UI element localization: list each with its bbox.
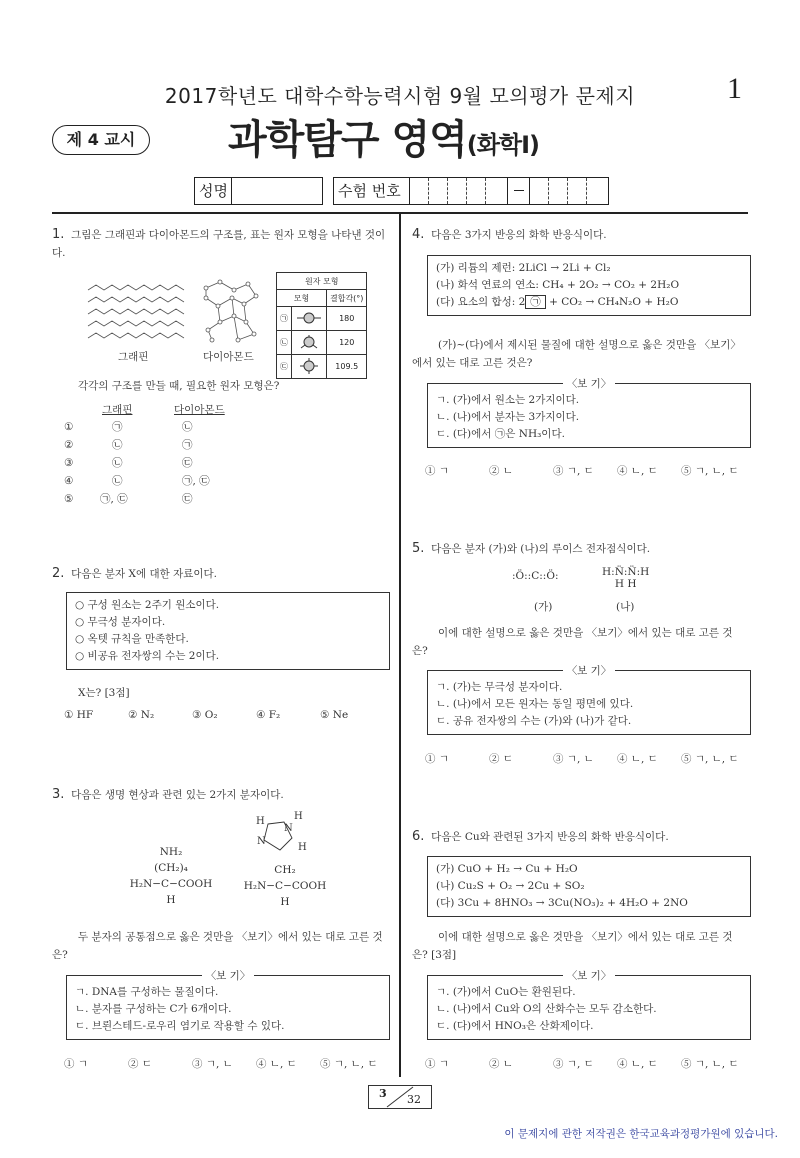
atom-row-angle: 109.5 [327,355,367,379]
tetrahedral-model-icon [295,357,323,375]
q3-choices [64,1055,394,1073]
atom-row-mark: ㉡ [277,331,292,355]
q1-text: 그림은 그래핀과 다이아몬드의 구조를, 표는 원자 모형을 나타낸 것이다. [52,229,386,259]
q1-number: 1. [52,227,65,242]
bogi-item: ㄱ. (가)는 무극성 분자이다. [436,681,563,693]
q1-question: 각각의 구조를 만들 때, 필요한 원자 모형은? [78,380,280,392]
q1-option[interactable]: ④ ㉡ ㉠, ㉢ [64,475,210,487]
bogi-title: 〈보 기〉 [563,665,616,677]
svg-text:H: H [298,842,307,853]
q2-question: X는? [3점] [78,687,130,699]
q1-option[interactable]: ① ㉠ ㉡ [64,421,193,433]
q5-choices [425,750,755,768]
lewis-label-b: (나) [616,601,635,613]
bogi-item: ㄱ. (가)에서 원소는 2가지이다. [436,394,580,406]
svg-text:H: H [256,816,265,827]
choice[interactable]: ④ ㄴ, ㄷ [256,1058,297,1070]
name-field[interactable] [194,177,323,205]
q6-choices [425,1055,755,1073]
choice[interactable]: ① ㄱ [425,1058,449,1070]
choice[interactable]: ③ ㄱ, ㄴ [553,753,594,765]
atom-row-mark: ㉢ [277,355,292,379]
bogi-item: ㄷ. (다)에서 HNO₃은 산화제이다. [436,1020,594,1032]
bogi-title: 〈보 기〉 [563,378,616,390]
choice[interactable]: ② ㄴ [489,1058,513,1070]
choice[interactable]: ② ㄷ [128,1058,152,1070]
bogi-title: 〈보 기〉 [563,970,616,982]
name-label: 성명 [199,182,228,200]
question-6 [412,828,748,846]
choice[interactable]: ⑤ Ne [320,709,349,721]
exam-number-label: 수험 번호 [338,182,401,200]
diamond-figure [198,278,262,344]
q5-text: 다음은 분자 (가)와 (나)의 루이스 전자점식이다. [431,543,651,555]
q4-choices [425,462,755,480]
exam-title: 2017학년도 대학수학능력시험 9월 모의평가 문제지 [164,84,636,108]
graphene-label: 그래핀 [118,351,149,363]
choice[interactable]: ① HF [64,709,94,721]
atom-col-angle: 결합각(°) [327,290,367,307]
copyright-notice: 이 문제지에 관한 저작권은 한국교육과정평가원에 있습니다. [504,1128,778,1140]
question-2 [52,565,388,583]
q4-question: (가)~(다)에서 제시된 물질에 대한 설명으로 옳은 것만을 〈보기〉에서 있는 대로 고른 것은? [412,339,741,369]
q6-question: 이에 대한 설명으로 옳은 것만을 〈보기〉에서 있는 대로 고른 것은? [3점] [412,931,733,961]
q2-number: 2. [52,566,65,581]
q1-option[interactable]: ③ ㉡ ㉢ [64,457,193,469]
blank-mark: ㉠ [525,295,546,309]
choice[interactable]: ① ㄱ [425,465,449,477]
lewis-n2h4: H:N̈:N̈:H H H [602,566,650,590]
choice[interactable]: ⑤ ㄱ, ㄴ, ㄷ [320,1058,378,1070]
q4-reaction-box [427,255,751,316]
choice[interactable]: ② ㄷ [489,753,513,765]
bogi-item: ㄴ. 분자를 구성하는 C가 6개이다. [75,1003,232,1015]
subject-sub: (화학Ⅰ) [466,131,540,159]
q5-question: 이에 대한 설명으로 옳은 것만을 〈보기〉에서 있는 대로 고른 것은? [412,627,733,657]
bogi-item: ㄴ. (나)에서 모든 원자는 동일 평면에 있다. [436,698,634,710]
q6-text: 다음은 Cu와 관련된 3가지 반응의 화학 반응식이다. [431,831,669,843]
choice[interactable]: ③ ㄱ, ㄴ [192,1058,233,1070]
reaction: (가) CuO + H₂ → Cu + H₂O [436,863,578,875]
bogi-item: ㄷ. 브뢴스테드-로우리 염기로 작용할 수 있다. [75,1020,285,1032]
choice[interactable]: ④ ㄴ, ㄷ [617,753,658,765]
svg-text:N: N [257,836,266,847]
choice[interactable]: ④ ㄴ, ㄷ [617,1058,658,1070]
q2-item: ○ 무극성 분자이다. [75,616,166,628]
q1-head-graphene: 그래핀 [102,404,133,416]
graphene-figure [86,282,186,344]
histidine-structure: CH₂ H₂N−C−COOH H [243,864,327,908]
q1-option[interactable]: ⑤ ㉠, ㉢ ㉢ [64,493,193,505]
bogi-item: ㄷ. 공유 전자쌍의 수는 (가)와 (나)가 같다. [436,715,632,727]
imidazole-ring [250,810,310,862]
atom-row-angle: 180 [327,307,367,331]
exam-number-field[interactable] [333,177,609,205]
lysine-structure: NH₂ (CH₂)₄ H₂N−C−COOH H [129,846,213,906]
q2-item: ○ 구성 원소는 2주기 원소이다. [75,599,220,611]
atom-row-mark: ㉠ [277,307,292,331]
bogi-item: ㄱ. (가)에서 CuO는 환원된다. [436,986,576,998]
q3-number: 3. [52,787,65,802]
choice[interactable]: ③ ㄱ, ㄷ [553,465,594,477]
q1-option[interactable]: ② ㉡ ㉠ [64,439,193,451]
page-total: 32 [407,1093,421,1106]
bogi-item: ㄱ. DNA를 구성하는 물질이다. [75,986,219,998]
choice[interactable]: ④ F₂ [256,709,281,721]
reaction: (다) 요소의 합성: 2 ㉠ + CO₂ → CH₄N₂O + H₂O [436,296,679,308]
choice[interactable]: ① ㄱ [64,1058,88,1070]
q2-choices [64,706,394,724]
lewis-co2: :Ö::C::Ö: [512,570,559,582]
question-3 [52,786,388,804]
q2-item: ○ 비공유 전자쌍의 수는 2이다. [75,650,220,662]
subject-main: 과학탐구 영역 [228,117,467,163]
column-divider [399,212,401,1077]
page-current: 3 [379,1087,387,1100]
q4-bogi-box [427,378,751,448]
page-indicator [368,1085,432,1109]
choice[interactable]: ⑤ ㄱ, ㄴ, ㄷ [681,1058,739,1070]
q2-data-box [66,592,390,670]
q6-bogi-box [427,970,751,1040]
q4-text: 다음은 3가지 반응의 화학 반응식이다. [431,229,607,241]
reaction: (다) 3Cu + 8HNO₃ → 3Cu(NO₃)₂ + 4H₂O + 2NO [436,897,688,909]
choice[interactable]: ⑤ ㄱ, ㄴ, ㄷ [681,465,739,477]
svg-text:H: H [294,811,303,822]
q1-head-diamond: 다이아몬드 [174,404,225,416]
q5-bogi-box [427,665,751,735]
atom-model-table [276,272,367,379]
choice[interactable]: ② N₂ [128,709,155,721]
q4-number: 4. [412,227,425,242]
bogi-title: 〈보 기〉 [202,970,255,982]
choice[interactable]: ③ O₂ [192,709,218,721]
period-badge: 제 4 교시 [52,125,150,155]
page-number: 1 [727,72,742,105]
q2-item: ○ 옥텟 규칙을 만족한다. [75,633,189,645]
choice[interactable]: ② ㄴ [489,465,513,477]
q6-reaction-box [427,856,751,917]
reaction: (나) Cu₂S + O₂ → 2Cu + SO₂ [436,880,585,892]
svg-text:N: N [284,823,293,834]
lewis-label-a: (가) [534,601,553,613]
choice[interactable]: ⑤ ㄱ, ㄴ, ㄷ [681,753,739,765]
subject-title [228,108,539,165]
choice[interactable]: ③ ㄱ, ㄷ [553,1058,594,1070]
atom-table-title: 원자 모형 [277,273,367,290]
bogi-item: ㄴ. (나)에서 분자는 3가지이다. [436,411,580,423]
trigonal-model-icon [295,334,323,350]
reaction: (나) 화석 연료의 연소: CH₄ + 2O₂ → CO₂ + 2H₂O [436,279,680,291]
question-4 [412,226,748,244]
linear-model-icon [295,311,323,325]
q3-bogi-box [66,970,390,1040]
atom-col-model: 모형 [277,290,327,307]
question-1 [52,226,388,262]
q1-options [64,418,264,508]
q6-number: 6. [412,829,425,844]
bogi-item: ㄷ. (다)에서 ㉠은 NH₃이다. [436,428,565,440]
question-5 [412,540,748,558]
reaction: (가) 리튬의 제런: 2LiCl → 2Li + Cl₂ [436,262,611,274]
choice[interactable]: ④ ㄴ, ㄷ [617,465,658,477]
bogi-item: ㄴ. (나)에서 Cu와 O의 산화수는 모두 감소한다. [436,1003,657,1015]
q3-question: 두 분자의 공통점으로 옳은 것만을 〈보기〉에서 있는 대로 고른 것은? [52,931,383,961]
q3-text: 다음은 생명 현상과 관련 있는 2가지 분자이다. [71,789,284,801]
diamond-label: 다이아몬드 [203,351,254,363]
atom-row-angle: 120 [327,331,367,355]
q5-number: 5. [412,541,425,556]
choice[interactable]: ① ㄱ [425,753,449,765]
q2-text: 다음은 분자 X에 대한 자료이다. [71,568,217,580]
